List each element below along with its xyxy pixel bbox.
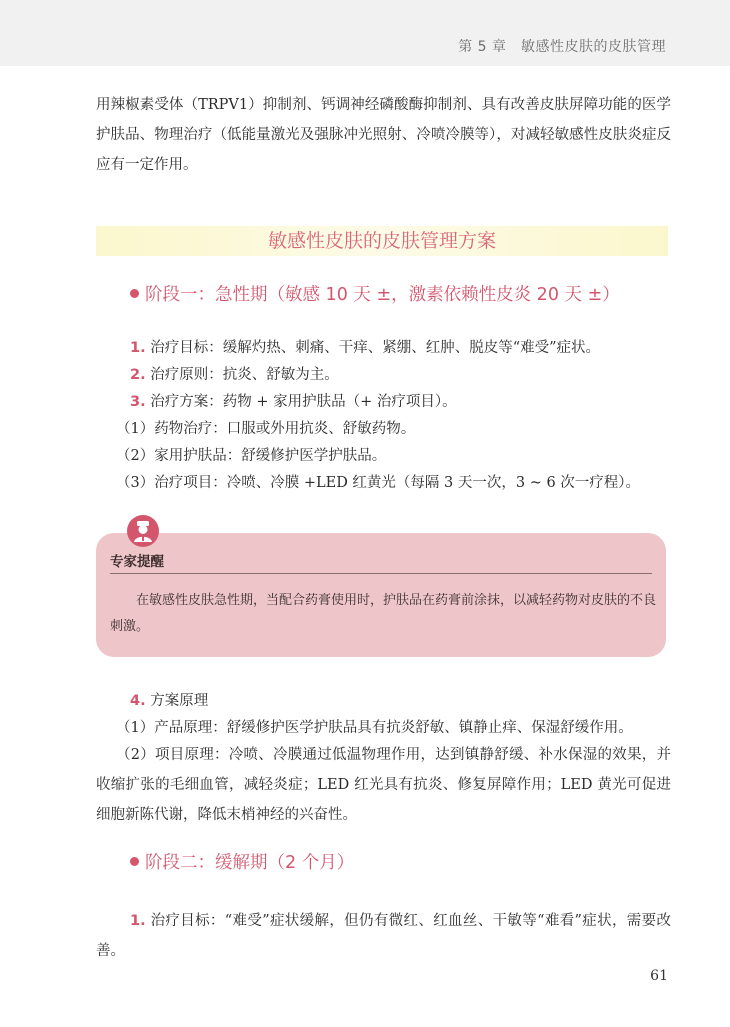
item-text: 治疗目标：缓解灼热、刺痛、干痒、紧绷、红肿、脱皮等“难受”症状。: [150, 340, 601, 356]
stage-two-goal: [96, 906, 671, 966]
bullet-dot-icon: [130, 289, 139, 298]
list-item: [130, 686, 690, 716]
item-number: 3.: [130, 394, 146, 410]
principle-project: （2）项目原理：冷喷、冷膜通过低温物理作用，达到镇静舒缓、补水保湿的效果，并收缩扩张的毛细血管，减轻炎症；LED 红光具有抗炎、修复屏障作用；LED 黄光可促进细胞新陈代谢，降低末梢神经的兴奋性。: [96, 747, 671, 823]
list-item: [130, 387, 690, 417]
item-text: 治疗方案：药物 + 家用护肤品（+ 治疗项目）。: [150, 394, 457, 410]
list-item: [116, 468, 676, 498]
item-text: （2）家用护肤品：舒缓修护医学护肤品。: [116, 448, 387, 464]
list-item: [116, 414, 676, 444]
item-text: （3）治疗项目：冷喷、冷膜 +LED 红黄光（每隔 3 天一次，3 ~ 6 次一疗程）。: [116, 475, 641, 491]
chapter-title: 第 5 章 敏感性皮肤的皮肤管理: [458, 39, 666, 55]
item-text: （1）药物治疗：口服或外用抗炎、舒敏药物。: [116, 421, 416, 437]
list-item: [130, 360, 690, 390]
item-number: 1.: [130, 340, 146, 356]
page-number: 61: [650, 968, 668, 984]
list-item: [130, 333, 690, 363]
stage-two-title: 阶段二：缓解期（2 个月）: [145, 853, 355, 873]
item-number: 4.: [130, 693, 146, 709]
item-text: 方案原理: [150, 693, 209, 709]
tip-title: 专家提醒: [110, 554, 164, 570]
tip-text: 在敏感性皮肤急性期，当配合药膏使用时，护肤品在药膏前涂抹，以减轻药物对皮肤的不良刺激。: [110, 593, 657, 634]
intro-paragraph: 用辣椒素受体（TRPV1）抑制剂、钙调神经磷酸酶抑制剂、具有改善皮肤屏障功能的医学护肤品、物理治疗（低能量激光及强脉冲光照射、冷喷冷膜等），对减轻敏感性皮肤炎症反应有一定作用。: [96, 97, 671, 173]
section-band: [96, 226, 668, 256]
page-header: [0, 0, 730, 66]
stage-one-heading: [130, 280, 620, 310]
tip-divider: [110, 573, 652, 574]
item-number: 1.: [130, 913, 146, 929]
list-item: [116, 441, 676, 471]
item-number: 2.: [130, 367, 146, 383]
stage-two-heading: [130, 848, 354, 878]
doctor-icon: [127, 515, 159, 547]
item-text: 治疗目标：“难受”症状缓解，但仍有微红、红血丝、干敏等“难看”症状，需要改善。: [96, 913, 671, 959]
stage-one-title: 阶段一：急性期（敏感 10 天 ±，激素依赖性皮炎 20 天 ±）: [145, 285, 620, 305]
bullet-dot-icon: [130, 857, 139, 866]
section-title: 敏感性皮肤的皮肤管理方案: [267, 230, 496, 252]
item-text: 治疗原则：抗炎、舒敏为主。: [150, 367, 339, 383]
principle-product: [116, 713, 676, 743]
item-text: （1）产品原理：舒缓修护医学护肤品具有抗炎舒敏、镇静止痒、保湿舒缓作用。: [116, 720, 633, 736]
